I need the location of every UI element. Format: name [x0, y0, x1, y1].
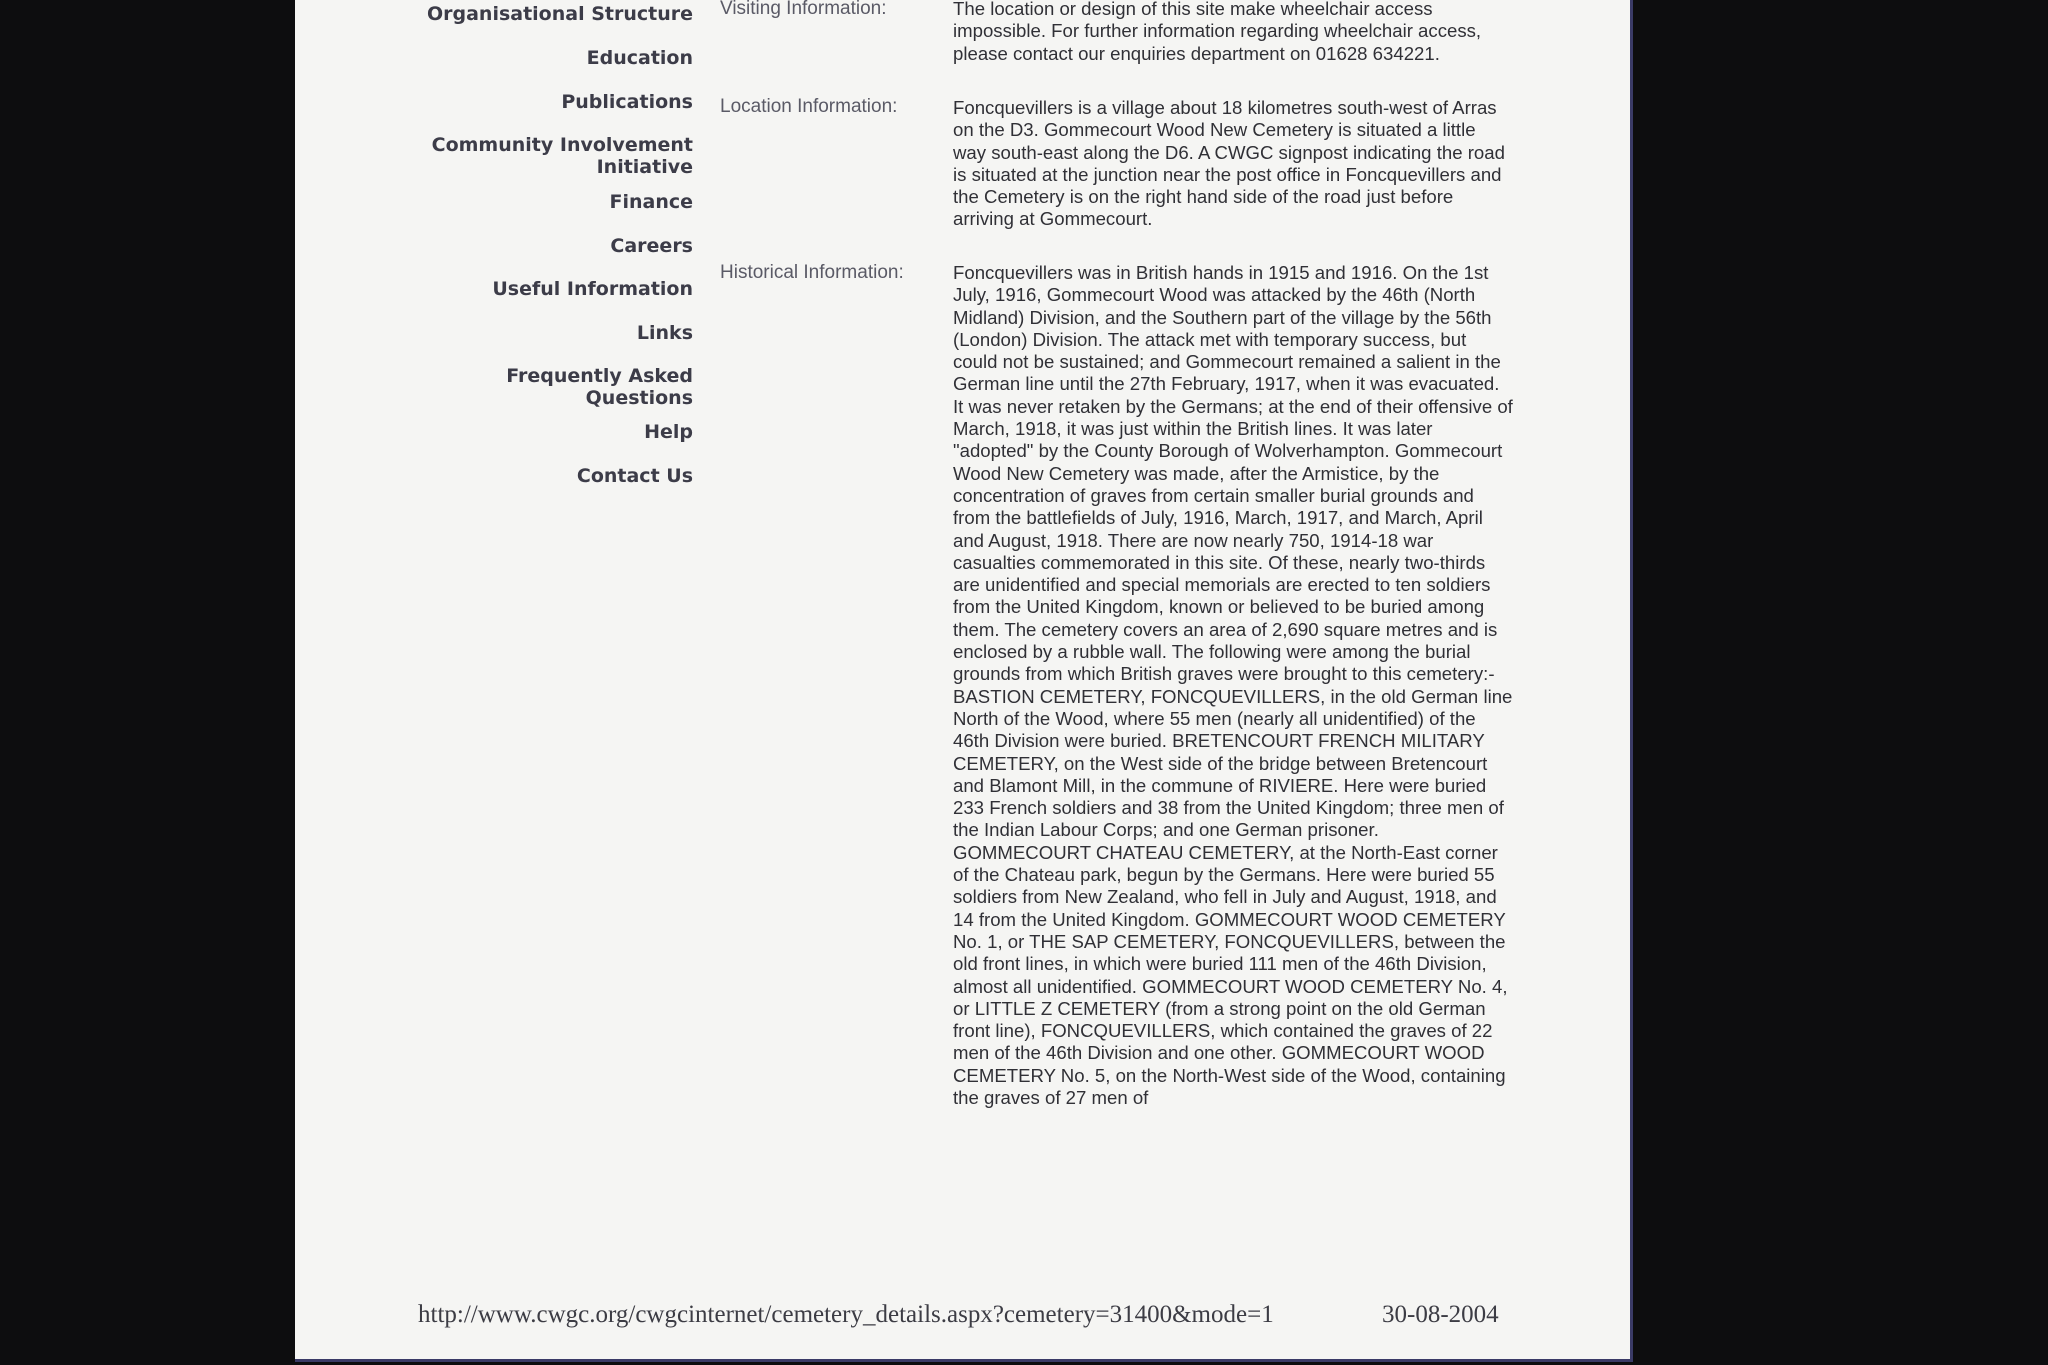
printed-page: [295, 0, 1633, 1362]
historical-information-label: Historical Information:: [720, 262, 904, 283]
visiting-information-label: Visiting Information:: [720, 0, 887, 19]
nav-publications[interactable]: Publications: [561, 91, 693, 113]
nav-contact-us[interactable]: Contact Us: [576, 465, 693, 487]
nav-organisational-structure[interactable]: Organisational Structure: [426, 3, 693, 25]
location-information-label: Location Information:: [720, 96, 898, 117]
nav-education[interactable]: Education: [586, 47, 693, 69]
nav-help[interactable]: Help: [644, 421, 693, 443]
nav-links[interactable]: Links: [636, 322, 693, 344]
visiting-information-text: The location or design of this site make wheelchair access impossible. For further information regarding wheelchair access, please contact our enquiries department on 01628 634221.: [953, 0, 1482, 64]
nav-careers[interactable]: Careers: [610, 235, 693, 257]
nav-finance[interactable]: Finance: [609, 191, 693, 213]
nav-community-involvement[interactable]: Community Involvement Initiative: [431, 134, 693, 178]
location-information-text: Foncquevillers is a village about 18 kilometres south-west of Arras on the D3. Gommecourt Wood New Cemetery is situated a little way south-east along the D6. A CWGC signpost indicating the road is situated at the junction near the post office in Foncquevillers and the Cemetery is on the right hand side of the road just before arriving at Gommecourt.: [953, 97, 1505, 230]
footer-url: http://www.cwgc.org/cwgcinternet/cemetery_details.aspx?cemetery=31400&mode=1: [418, 1301, 1274, 1328]
nav-faq[interactable]: Frequently Asked Questions: [506, 365, 693, 409]
footer-date: 30-08-2004: [1382, 1301, 1499, 1328]
historical-information-text: Foncquevillers was in British hands in 1915 and 1916. On the 1st July, 1916, Gommecourt Wood was attacked by the 46th (North Midland) Division, and the Southern part of the village by the 56th (London) Division. The attack met with temporary success, but could not be sustained; and Gommecourt remained a salient in the German line until the 27th February, 1917, when it was evacuated. It was never retaken by the Germans; at the end of their offensive of March, 1918, it was just within the British lines. It was later "adopted" by the County Borough of Wolverhampton. Gommecourt Wood New Cemetery was made, after the Armistice, by the concentration of graves from certain smaller burial grounds and from the battlefields of July, 1916, March, 1917, and March, April and August, 1918. There are now nearly 750, 1914-18 war casualties commemorated in this site. Of these, nearly two-thirds are unidentified and special memorials are erected to ten soldiers from the United Kingdom, known or believed to be buried among them. The cemetery covers an area of 2,690 square metres and is enclosed by a rubble wall. The following were among the burial grounds from which British graves were brought to this cemetery:- BASTION CEMETERY, FONCQUEVILLERS, in the old German line North of the Wood, where 55 men (nearly all unidentified) of the 46th Division were buried. BRETENCOURT FRENCH MILITARY CEMETERY, on the West side of the bridge between Bretencourt and Blamont Mill, in the commune of RIVIERE. Here were buried 233 French soldiers and 38 from the United Kingdom; three men of the Indian Labour Corps; and one German prisoner. GOMMECOURT CHATEAU CEMETERY, at the North-East corner of the Chateau park, begun by the Germans. Here were buried 55 soldiers from New Zealand, who fell in July and August, 1918, and 14 from the United Kingdom. GOMMECOURT WOOD CEMETERY No. 1, or THE SAP CEMETERY, FONCQUEVILLERS, between the old front lines, in which were buried 111 men of the 46th Division, almost all unidentified. GOMMECOURT WOOD CEMETERY No. 4, or LITTLE Z CEMETERY (from a strong point on the old German front line), FONCQUEVILLERS, which contained the graves of 22 men of the 46th Division and one other. GOMMECOURT WOOD CEMETERY No. 5, on the North-West side of the Wood, containing the graves of 27 men of: [953, 262, 1513, 1108]
nav-useful-information[interactable]: Useful Information: [492, 278, 693, 300]
